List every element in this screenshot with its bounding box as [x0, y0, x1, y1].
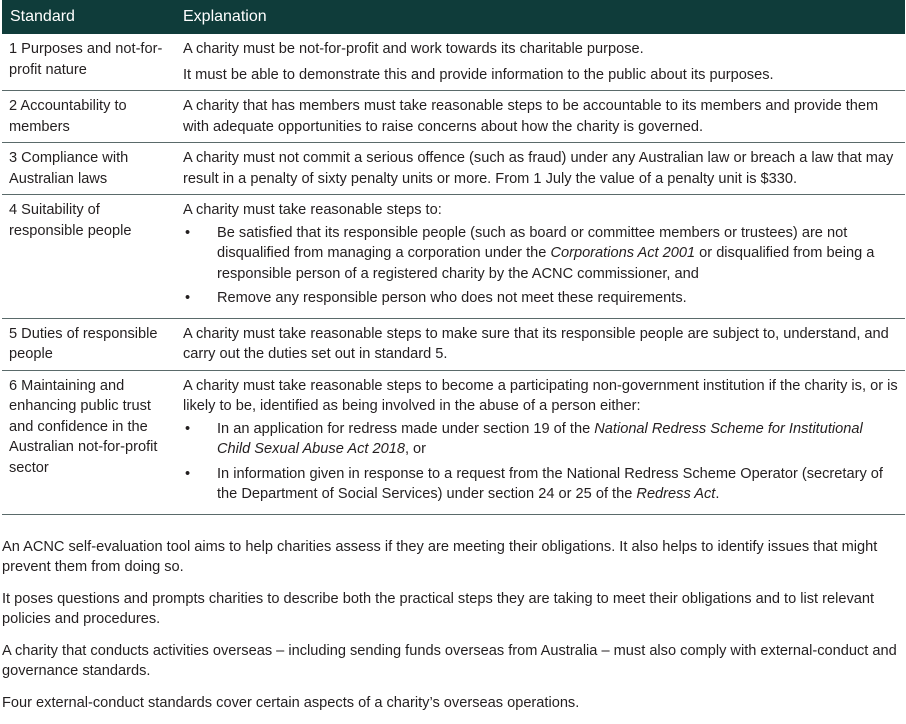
table-row	[2, 370, 905, 514]
header-standard: Standard	[2, 0, 175, 34]
bullet-text: In information given in response to a request from the National Redress Scheme Operator (secretary of the Department of Social Services) under section 24 or 25 of the	[217, 465, 883, 502]
bullet-text: Be satisfied that its responsible people (such as board or committee members or trustees) are not disqualified from managing a corporation under the	[217, 224, 848, 261]
table-header-row	[2, 0, 905, 34]
bullet-item	[183, 464, 899, 505]
explanation-cell	[175, 370, 905, 514]
explanation-cell	[175, 195, 905, 319]
bullet-text: .	[715, 486, 720, 502]
bullet-item	[183, 419, 899, 460]
bullet-text: , or	[404, 441, 427, 457]
bullet-list	[183, 223, 899, 309]
act-title: Corporations Act 2001	[550, 245, 696, 261]
explanation-intro: A charity must take reasonable steps to become a participating non-government institution if the charity is, or is likely to be, identified as being involved in the abuse of a person either:	[183, 377, 898, 414]
bullet-item	[183, 223, 899, 285]
explanation-paragraph: A charity must not commit a serious offence (such as fraud) under any Australian law or breach a law that may result in a penalty of sixty penalty units or more. From 1 July the value of a penalty unit is $330.	[183, 150, 894, 187]
explanation-paragraph: A charity must take reasonable steps to make sure that its responsible people are subject to, understand, and carry out the duties set out in standard 5.	[183, 325, 889, 362]
body-text	[0, 537, 906, 714]
bullet-text: Remove any responsible person who does not meet these requirements.	[217, 290, 687, 306]
explanation-cell	[175, 318, 905, 370]
body-paragraph: Four external-conduct standards cover certain aspects of a charity’s overseas operations.	[2, 694, 580, 711]
act-title: National Redress Scheme for Institutional Child Sexual Abuse Act 2018	[217, 420, 863, 457]
explanation-paragraph: A charity that has members must take reasonable steps to be accountable to its members and provide them with adequate opportunities to raise concerns about how the charity is governed.	[183, 98, 879, 135]
explanation-cell	[175, 91, 905, 143]
bullet-icon: •	[185, 224, 191, 241]
bullet-icon: •	[185, 465, 191, 482]
standard-cell: 2 Accountability to members	[2, 91, 175, 143]
explanation-cell	[175, 34, 905, 91]
act-title: Redress Act	[636, 486, 716, 502]
standard-cell: 6 Maintaining and enhancing public trust and confidence in the Australian not-for-profit sector	[2, 370, 175, 514]
standard-cell: 4 Suitability of responsible people	[2, 195, 175, 319]
bullet-text: In an application for redress made under section 19 of the	[217, 420, 595, 437]
bullet-icon: •	[185, 420, 191, 437]
explanation-intro: A charity must take reasonable steps to:	[183, 202, 442, 218]
explanation-cell	[175, 143, 905, 195]
table-row	[2, 318, 905, 370]
standard-cell: 3 Compliance with Australian laws	[2, 143, 175, 195]
table-row	[2, 143, 905, 195]
body-paragraph: A charity that conducts activities overseas – including sending funds overseas from Australia – must also comply with external-conduct and governance standards.	[2, 642, 897, 679]
explanation-paragraph: It must be able to demonstrate this and provide information to the public about its purposes.	[183, 66, 774, 83]
table-row	[2, 34, 905, 91]
body-paragraph: It poses questions and prompts charities to describe both the practical steps they are taking to meet their obligations and to list relevant policies and procedures.	[2, 590, 875, 627]
header-explanation: Explanation	[175, 0, 905, 34]
table-row	[2, 91, 905, 143]
standard-cell: 5 Duties of responsible people	[2, 318, 175, 370]
bullet-text: or disqualified from being a responsible person of a registered charity by the ACNC commissioner, and	[217, 245, 875, 282]
bullet-list	[183, 419, 899, 505]
explanation-paragraph: A charity must be not-for-profit and work towards its charitable purpose.	[183, 41, 644, 57]
table-row	[2, 195, 905, 319]
bullet-icon: •	[185, 290, 191, 306]
body-paragraph: An ACNC self-evaluation tool aims to help charities assess if they are meeting their obligations. It also helps to identify issues that might prevent them from doing so.	[2, 538, 878, 575]
standard-cell: 1 Purposes and not-for-profit nature	[2, 34, 175, 91]
standards-table	[2, 0, 905, 515]
bullet-item	[183, 288, 899, 309]
